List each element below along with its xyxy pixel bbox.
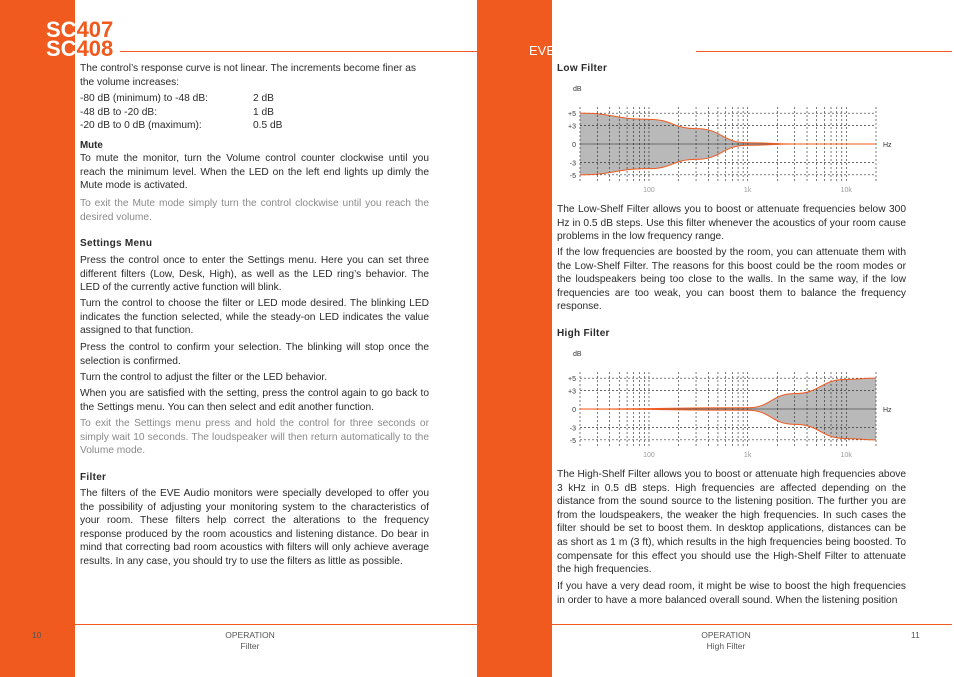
intro-text: The control’s response curve is not linear. The increments become finer as the volume increases: <box>80 63 416 88</box>
page-number-right: 11 <box>911 630 920 640</box>
high-filter-paragraph: If you have a very dead room, it might be wise to boost the high frequencies in order to have a more balanced overall sound. When the listening position <box>557 581 906 606</box>
low-filter-paragraph: If the low frequencies are boosted by the room, you can attenuate them with the Low-Shelf Filter. The reasons for this boost could be the room modes or the loudspeakers being too close to the walls. In the same way, if the low frequencies are too weak, you can boost them to balance the frequency response. <box>557 247 906 313</box>
model-b-suffix: 408 <box>76 36 114 61</box>
x-axis-label: Hz <box>883 142 892 149</box>
header-rule-right <box>696 51 952 52</box>
section-title-high-filter: High Filter <box>557 328 610 339</box>
note-mark: ! <box>47 197 50 208</box>
y-tick-label: +5 <box>568 111 576 119</box>
model-title-b: SC408 <box>46 36 114 61</box>
section-title-low-filter: Low Filter <box>557 63 608 74</box>
y-tick-label: +3 <box>568 123 576 131</box>
settings-paragraph: When you are satisfied with the setting, press the control again to go back to the Settings menu. You can then select and edit another function. <box>80 388 429 413</box>
mute-bullet: • <box>47 139 51 150</box>
footer-left <box>200 630 300 652</box>
increment-range: -20 dB to 0 dB (maximum): <box>80 120 202 132</box>
y-tick-label: -5 <box>569 172 576 180</box>
increment-step: 1 dB <box>253 106 274 118</box>
note-mark: ! <box>47 417 50 428</box>
settings-note: To exit the Settings menu press and hold the control for three seconds or simply wait 10 seconds. The loudspeaker will then return automatically to the Volume mode. <box>80 418 429 457</box>
section-number: 3.7. <box>47 238 64 249</box>
increment-range: -80 dB (minimum) to -48 dB: <box>80 93 208 104</box>
increment-range: -48 dB to -20 dB: <box>80 106 158 118</box>
y-tick-label: -3 <box>569 425 576 433</box>
footer-right <box>676 630 776 652</box>
high-filter-chart <box>556 345 896 465</box>
section-number: 3.9. <box>524 63 541 74</box>
low-filter-chart <box>556 80 896 200</box>
filter-paragraph: The filters of the EVE Audio monitors were specially developed to offer you the possibility of adjusting your monitoring system to the characteristics of your room. These filters help correct the alterations to the frequency response produced by the room acoustics and listening distance. Do bear in mind that correcting bad room acoustics with filters will only achieve average results. In any case, you should try to use the filters as little as possible. <box>80 488 429 567</box>
footer-section: OPERATION <box>225 630 275 640</box>
footer-subsection: Filter <box>240 641 260 651</box>
footer-rule-right <box>552 624 952 625</box>
left-margin-bar <box>0 0 75 677</box>
x-tick-label: 100 <box>643 187 655 194</box>
y-tick-label: -5 <box>569 437 576 445</box>
increment-step: 0.5 dB <box>253 120 283 132</box>
x-tick-label: 10k <box>840 452 852 459</box>
header-rule-left <box>120 51 477 52</box>
y-axis-label: dB <box>573 351 582 358</box>
x-tick-label: 1k <box>743 187 752 194</box>
footer-section: OPERATION <box>701 630 751 640</box>
footer-rule-left <box>75 624 477 625</box>
y-tick-label: +3 <box>568 388 576 396</box>
section-title-filter: Filter <box>80 472 107 483</box>
section-number: 3.8. <box>47 472 64 483</box>
mute-note: To exit the Mute mode simply turn the control clockwise until you reach the desired volume. <box>80 198 429 223</box>
settings-paragraph: Turn the control to choose the filter or LED mode desired. The blinking LED indicates the function selected, while the steady-on LED indicates the value assigned to that function. <box>80 298 429 337</box>
mute-title: Mute <box>80 140 103 151</box>
y-tick-label: -3 <box>569 160 576 168</box>
section-title-settings-menu: Settings Menu <box>80 238 153 249</box>
settings-paragraph: Turn the control to adjust the filter or the LED behavior. <box>80 372 328 383</box>
model-a-suffix: 407 <box>76 17 114 42</box>
increment-list <box>80 92 429 133</box>
y-axis-label: dB <box>573 86 582 93</box>
increment-step: 2 dB <box>253 93 274 104</box>
manual-title: EVE Audio product manual <box>529 43 685 58</box>
section-number: 3.10. <box>524 328 547 339</box>
settings-paragraph: Press the control to confirm your selection. The blinking will stop once the selection is confirmed. <box>80 342 429 367</box>
mute-text: To mute the monitor, turn the Volume control counter clockwise until you reach the minimum level. When the LED on the left end lights up dimly the Mute mode is activated. <box>80 153 429 192</box>
settings-paragraph: Press the control once to enter the Settings menu. Here you can set three different filters (Low, Desk, High), as well as the LED ring’s behavior. The LED of the currently active function will blink. <box>80 255 429 294</box>
footer-subsection: High Filter <box>706 641 746 651</box>
model-title-a: SC407 <box>46 17 114 42</box>
x-tick-label: 100 <box>643 452 655 459</box>
y-tick-label: +5 <box>568 376 576 384</box>
x-tick-label: 1k <box>743 452 752 459</box>
page-number-left: 10 <box>32 630 42 640</box>
x-axis-label: Hz <box>883 407 892 414</box>
y-tick-label: 0 <box>572 142 576 149</box>
low-filter-paragraph: The Low-Shelf Filter allows you to boost or attenuate frequencies below 300 Hz in 0.5 dB steps. Use this filter whenever the acoustics of your room cause problems in the low frequency range. <box>557 204 906 243</box>
high-filter-paragraph: The High-Shelf Filter allows you to boost or attenuate high frequencies above 3 kHz in 0.5 dB steps. High frequencies are affected depending on the distance from the sound source to the listening position. The further you are from the loudspeakers, the weaker the high frequencies. In such cases the filter should be set to boost them. In desktop applications, distances can be as short as 1 m (3 ft), which results in the high frequencies being boosted. To compensate for this effect you should use the High-Shelf Filter to attenuate the high frequencies. <box>557 469 906 576</box>
x-tick-label: 10k <box>840 187 852 194</box>
y-tick-label: 0 <box>572 407 576 414</box>
